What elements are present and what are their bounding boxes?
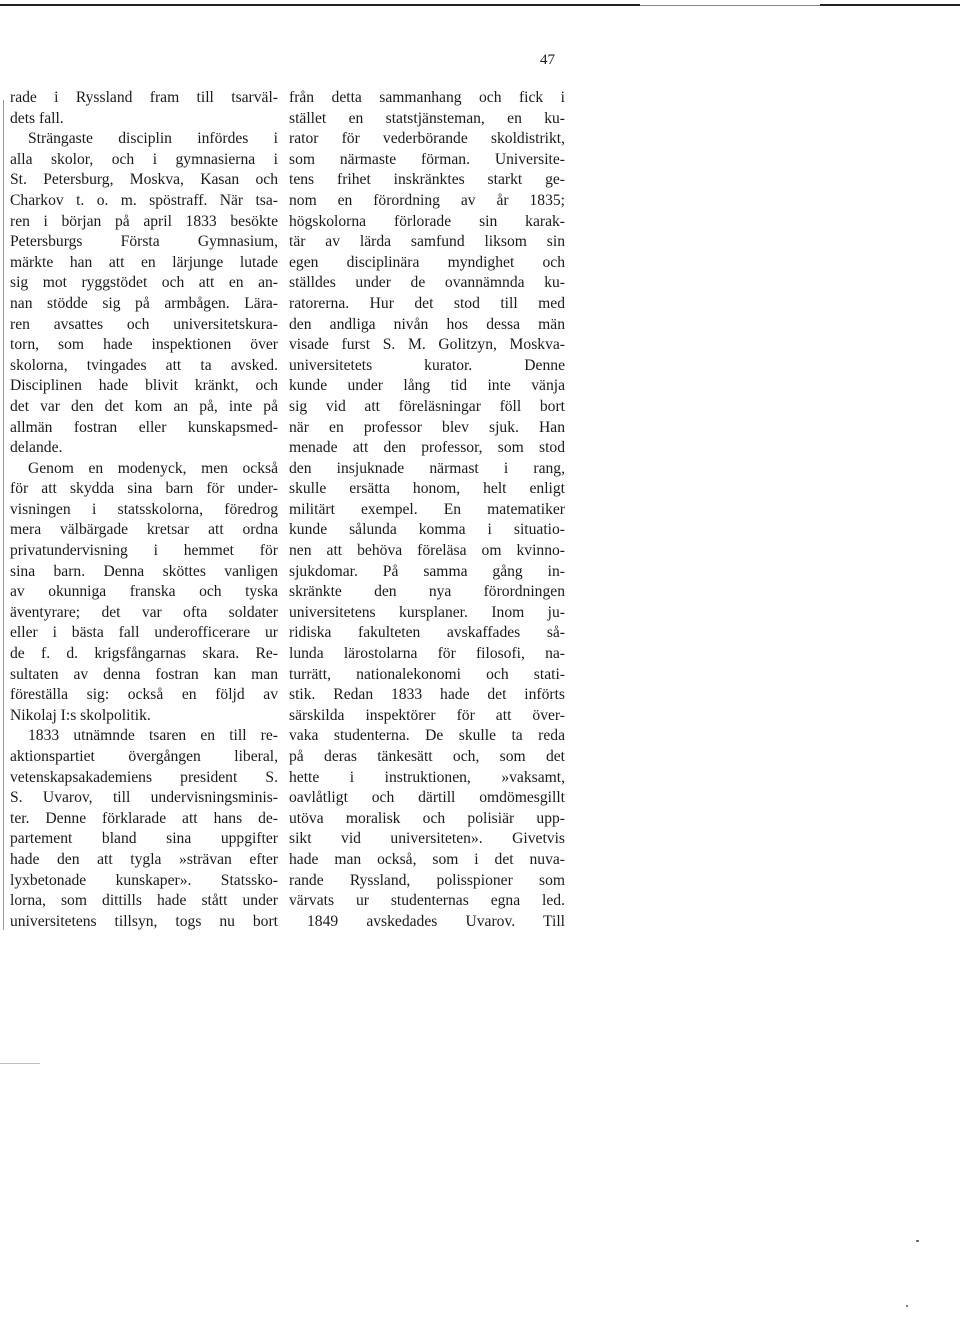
text-line: på deras tänkesätt och, som det (289, 748, 565, 765)
text-line: vetenskapsakademiens president S. (10, 768, 278, 786)
text-line: hade den att tygla »strävan efter (10, 850, 278, 868)
text-line: nom en förordning av år 1835; (289, 191, 565, 209)
text-line: stället en statstjänsteman, en ku- (289, 109, 565, 127)
text-line: vaka studenterna. De skulle ta reda (289, 727, 565, 745)
text-line: stik. Redan 1833 hade det införts (289, 686, 565, 704)
text-line: rade i Ryssland fram till tsarväl- (10, 89, 278, 106)
text-line: föreställa sig: också en följd av (10, 686, 278, 704)
text-line: Charkov t. o. m. spöstraff. När tsa- (10, 191, 278, 209)
text-line: ren avsattes och universitetskura- (10, 315, 278, 333)
text-line: sig mot ryggstödet och att en an- (10, 274, 278, 292)
text-line: tens frihet inskränktes starkt ge- (289, 171, 565, 189)
text-line: universitetets kurator. Denne (289, 356, 565, 374)
text-line: ren i början på april 1833 besökte (10, 212, 278, 230)
text-line: särskilda inspektörer för att över- (289, 706, 565, 724)
text-line: lunda lärostolarna för filosofi, na- (289, 645, 565, 663)
left-text-column (10, 88, 278, 932)
text-line: märkte han att en lärjunge lutade (10, 253, 278, 271)
text-line: kunde sålunda komma i situatio- (289, 521, 565, 539)
text-line: Strängaste disciplin infördes i (28, 130, 278, 148)
text-line: lyxbetonade kunskaper». Statssko- (10, 871, 278, 889)
text-line: högskolorna förlorade sin karak- (289, 212, 565, 230)
text-line: tär av lärda samfund liksom sin (289, 233, 565, 251)
text-line: för att skydda sina barn för under- (10, 480, 278, 498)
text-line: St. Petersburg, Moskva, Kasan och (10, 171, 278, 189)
text-line: utöva moralisk och polisiär upp- (289, 809, 565, 827)
text-line: privatundervisning i hemmet för (10, 542, 278, 560)
text-line: sjukdomar. På samma gång in- (289, 562, 565, 580)
text-line: den insjuknade närmast i rang, (289, 459, 565, 477)
text-line: sikt vid universiteten». Givetvis (289, 830, 565, 848)
text-line: ställdes under de ovannämnda ku- (289, 274, 565, 292)
text-line: när en professor blev sjuk. Han (289, 418, 565, 436)
bottom-margin-dash (0, 1063, 40, 1064)
text-line: äventyrare; det var ofta soldater (10, 603, 278, 621)
page-number: 47 (540, 52, 555, 68)
text-line: rande Ryssland, polisspioner som (289, 871, 565, 889)
text-line: det var den det kom an på, inte på (10, 397, 278, 415)
text-line: Nikolaj I:s skolpolitik. (10, 706, 151, 724)
text-line: ter. Denne förklarade att hans de- (10, 809, 278, 827)
top-border-thin-rule (640, 5, 820, 6)
text-line: universitetens kursplaner. Inom ju- (289, 603, 565, 621)
text-line: 1833 utnämnde tsaren en till re- (28, 727, 278, 745)
text-line: kunde under lång tid inte vänja (289, 377, 565, 395)
text-line: värvats ur studenternas egna led. (289, 892, 565, 910)
text-line: turrätt, nationalekonomi och stati- (289, 665, 565, 683)
text-line: alla skolor, och i gymnasierna i (10, 150, 278, 168)
scan-speck (916, 1240, 919, 1242)
text-line: eller i bästa fall underofficerare ur (10, 624, 278, 642)
text-line: sina barn. Denna sköttes vanligen (10, 562, 278, 580)
text-line: Disciplinen hade blivit kränkt, och (10, 377, 278, 395)
text-line: allmän fostran eller kunskapsmed- (10, 418, 278, 436)
text-line: av okunniga franska och tyska (10, 583, 278, 601)
text-line: militärt exempel. En matematiker (289, 500, 565, 518)
right-text-column (289, 88, 565, 932)
text-line: 1849 avskedades Uvarov. Till (307, 912, 565, 930)
left-margin-mark (3, 100, 4, 930)
text-line: Genom en modenyck, men också (28, 459, 278, 477)
text-line: sultaten av denna fostran kan man (10, 665, 278, 683)
text-line: lorna, som dittills hade stått under (10, 892, 278, 910)
text-line: egen disciplinära myndighet och (289, 253, 565, 271)
text-line: delande. (10, 439, 63, 457)
text-line: aktionspartiet övergången liberal, (10, 748, 278, 765)
text-line: sig vid att föreläsningar föll bort (289, 397, 565, 415)
text-line: universitetens tillsyn, togs nu bort (10, 912, 278, 930)
text-line: menade att den professor, som stod (289, 439, 565, 457)
text-line: mera välbärgade kretsar att ordna (10, 521, 278, 539)
text-line: den andliga nivån hos dessa män (289, 315, 565, 333)
text-line: skränkte den nya förordningen (289, 583, 565, 601)
text-line: hade man också, som i det nuva- (289, 850, 565, 868)
text-line: ridiska fakulteten avskaffades så- (289, 624, 565, 642)
text-line: S. Uvarov, till undervisningsminis- (10, 789, 278, 807)
text-line: torn, som hade inspektionen över (10, 336, 278, 354)
text-line: ratorerna. Hur det stod till med (289, 294, 565, 312)
text-line: dets fall. (10, 109, 64, 127)
text-line: rator för vederbörande skoldistrikt, (289, 130, 565, 148)
text-line: partement bland sina uppgifter (10, 830, 278, 848)
text-line: nen att behöva föreläsa om kvinno- (289, 542, 565, 560)
scan-speck (906, 1305, 908, 1307)
text-line: hette i instruktionen, »vaksamt, (289, 768, 565, 786)
text-line: Petersburgs Första Gymnasium, (10, 233, 278, 251)
text-line: från detta sammanhang och fick i (289, 89, 565, 106)
text-line: skulle ersätta honom, helt enligt (289, 480, 565, 498)
text-line: nan stödde sig på armbågen. Lära- (10, 294, 278, 312)
text-line: visade furst S. M. Golitzyn, Moskva- (289, 336, 565, 354)
text-line: som närmaste förman. Universite- (289, 150, 565, 168)
text-line: de f. d. krigsfångarnas skara. Re- (10, 645, 278, 663)
text-line: skolorna, tvingades att ta avsked. (10, 356, 278, 374)
text-line: oavlåtligt och därtill omdömesgillt (289, 789, 565, 807)
text-line: visningen i statsskolorna, föredrog (10, 500, 278, 518)
